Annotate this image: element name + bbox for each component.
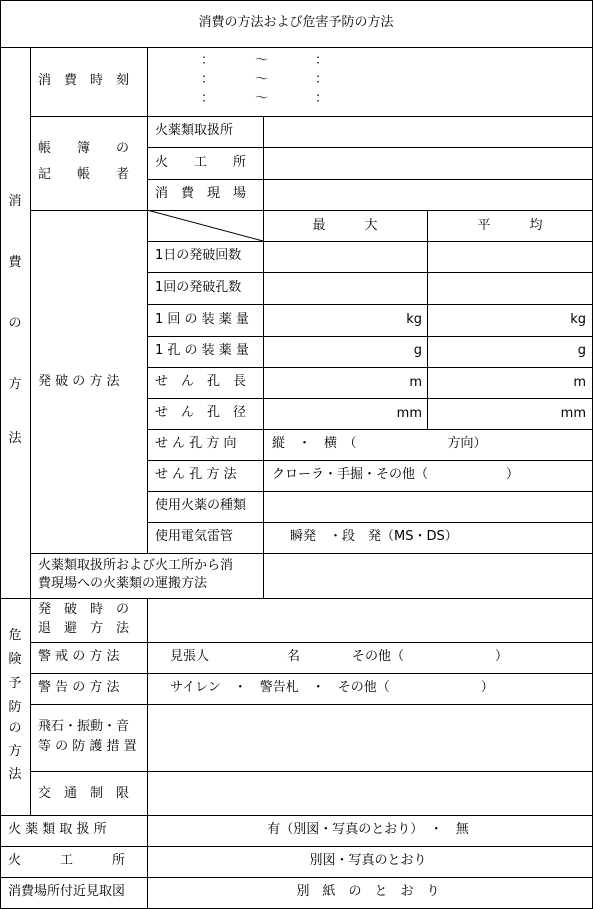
- row-label-hole-direction: せ ん 孔 方 向: [155, 436, 237, 451]
- consumption-label-3: 方: [8, 377, 22, 392]
- warning-value: サイレン ・ 警告札 ・ その他（ ）: [170, 680, 494, 695]
- time-colon-start: ：: [201, 72, 215, 87]
- rule-footer-1: [0, 846, 593, 847]
- row-label-hole-length: せ ん 孔 長: [155, 374, 247, 389]
- footer-workshop-value: 別図・写真のとおり: [309, 853, 427, 868]
- transport-label-line2: 費現場への火薬類の運搬方法: [38, 576, 208, 591]
- time-colon-start: ：: [201, 53, 215, 68]
- rule-ledger: [30, 210, 593, 211]
- blasting-label: 発 破 の 方 法: [38, 374, 120, 389]
- header-max: 最 大: [312, 218, 378, 233]
- ledger-row-workshop: 火 工 所: [155, 155, 247, 170]
- row-label-daily-blasts: 1日の発破回数: [155, 248, 242, 263]
- row-label-holes-per-blast: 1回の発破孔数: [155, 280, 242, 295]
- consumption-label-0: 消: [8, 194, 22, 209]
- traffic-label: 交 通 制 限: [38, 786, 130, 801]
- consumption-label-2: の: [8, 316, 22, 331]
- col-blasting-value: [263, 210, 264, 598]
- rule-b9: [147, 522, 593, 523]
- protection-label-line1: 飛石・振動・音: [38, 719, 130, 734]
- evacuation-label-line2: 退 避 方 法: [38, 621, 130, 636]
- rule-b1: [147, 272, 593, 273]
- unit-max-mm: mm: [396, 406, 422, 421]
- ledger-row-magazine: 火薬類取扱所: [155, 123, 234, 138]
- rule-b5: [147, 398, 593, 399]
- warning-label: 警 告 の 方 法: [38, 680, 120, 695]
- hazard-label-3: 防: [8, 700, 22, 715]
- hole-direction-value: 縦 ・ 横 （ 方向）: [272, 436, 487, 451]
- guard-value: 見張人 名 その他（ ）: [170, 649, 509, 664]
- time-colon-end: ：: [315, 91, 329, 106]
- col-label-b: [147, 598, 148, 815]
- unit-avg-kg: kg: [570, 312, 586, 327]
- rule-guard: [30, 673, 593, 674]
- rule-footer-2: [0, 877, 593, 878]
- rule-consumption-end: [0, 598, 593, 599]
- rule-b3: [147, 336, 593, 337]
- unit-avg-mm: mm: [560, 406, 586, 421]
- time-tilde: ～: [255, 91, 269, 106]
- form-title: 消費の方法および危害予防の方法: [198, 15, 394, 30]
- col-avg: [427, 210, 428, 429]
- col-label-footer: [147, 815, 148, 909]
- rule-time: [30, 116, 593, 117]
- row-label-charge-per-blast: 1 回 の 装 薬 量: [155, 312, 249, 327]
- col-label-a: [147, 47, 148, 553]
- border-left: [0, 0, 1, 909]
- header-avg: 平 均: [477, 218, 543, 233]
- ledger-label-line1: 帳 簿 の: [38, 141, 130, 156]
- footer-magazine-label: 火 薬 類 取 扱 所: [8, 822, 107, 837]
- unit-max-m: m: [409, 375, 422, 390]
- rule-warning: [30, 704, 593, 705]
- transport-label-line1: 火薬類取扱所および火工所から消: [38, 558, 234, 573]
- time-label: 消 費 時 刻: [38, 73, 130, 88]
- unit-avg-g: g: [577, 343, 586, 358]
- hazard-label-1: 険: [8, 652, 22, 667]
- footer-map-value: 別 紙 の と お り: [296, 884, 440, 899]
- ledger-row-site: 消 費 現 場: [155, 186, 247, 201]
- time-tilde: ～: [255, 72, 269, 87]
- hazard-label-6: 法: [8, 767, 22, 782]
- consumption-label-1: 費: [8, 255, 22, 270]
- col-ledger-value: [263, 116, 264, 210]
- rule-evac: [30, 642, 593, 643]
- protection-label-line2: 等 の 防 護 措 置: [38, 739, 137, 754]
- rule-b4: [147, 367, 593, 368]
- guard-label: 警 戒 の 方 法: [38, 649, 120, 664]
- footer-magazine-value: 有（別図・写真のとおり） ・ 無: [267, 822, 469, 837]
- time-colon-end: ：: [315, 72, 329, 87]
- rule-b7: [147, 460, 593, 461]
- border-top: [0, 0, 593, 1]
- rule-blasting: [30, 553, 593, 554]
- rule-b2: [147, 304, 593, 305]
- unit-max-kg: kg: [406, 312, 422, 327]
- footer-map-label: 消費場所付近見取図: [8, 884, 126, 899]
- time-colon-end: ：: [315, 53, 329, 68]
- rule-title: [0, 47, 593, 48]
- hazard-label-0: 危: [8, 628, 22, 643]
- row-label-explosive-type: 使用火薬の種類: [155, 498, 247, 513]
- hazard-label-2: 予: [8, 676, 22, 691]
- header-diagonal: [147, 210, 264, 242]
- hazard-label-5: 方: [8, 744, 22, 759]
- col-section: [30, 47, 31, 815]
- drilling-method-value: クローラ・手掘・その他（ ）: [272, 467, 520, 482]
- consumption-label-4: 法: [8, 431, 22, 446]
- row-label-hole-diameter: せ ん 孔 径: [155, 405, 247, 420]
- hazard-label-4: の: [8, 721, 22, 736]
- row-label-drilling-method: せ ん 孔 方 法: [155, 467, 237, 482]
- time-colon-start: ：: [201, 91, 215, 106]
- rule-ledger-2: [147, 179, 593, 180]
- rule-hazard-end: [0, 815, 593, 816]
- rule-ledger-1: [147, 147, 593, 148]
- footer-workshop-label: 火 工 所: [8, 853, 126, 868]
- rule-b6: [147, 429, 593, 430]
- ledger-label-line2: 記 帳 者: [38, 167, 130, 182]
- row-label-charge-per-hole: 1 孔 の 装 薬 量: [155, 343, 249, 358]
- row-label-detonator: 使用電気雷管: [155, 529, 234, 544]
- detonator-value: 瞬発 ・段 発（MS・DS）: [290, 529, 458, 544]
- rule-protection: [30, 771, 593, 772]
- unit-avg-m: m: [573, 375, 586, 390]
- unit-max-g: g: [413, 343, 422, 358]
- evacuation-label-line1: 発 破 時 の: [38, 602, 130, 617]
- rule-b8: [147, 491, 593, 492]
- time-tilde: ～: [255, 53, 269, 68]
